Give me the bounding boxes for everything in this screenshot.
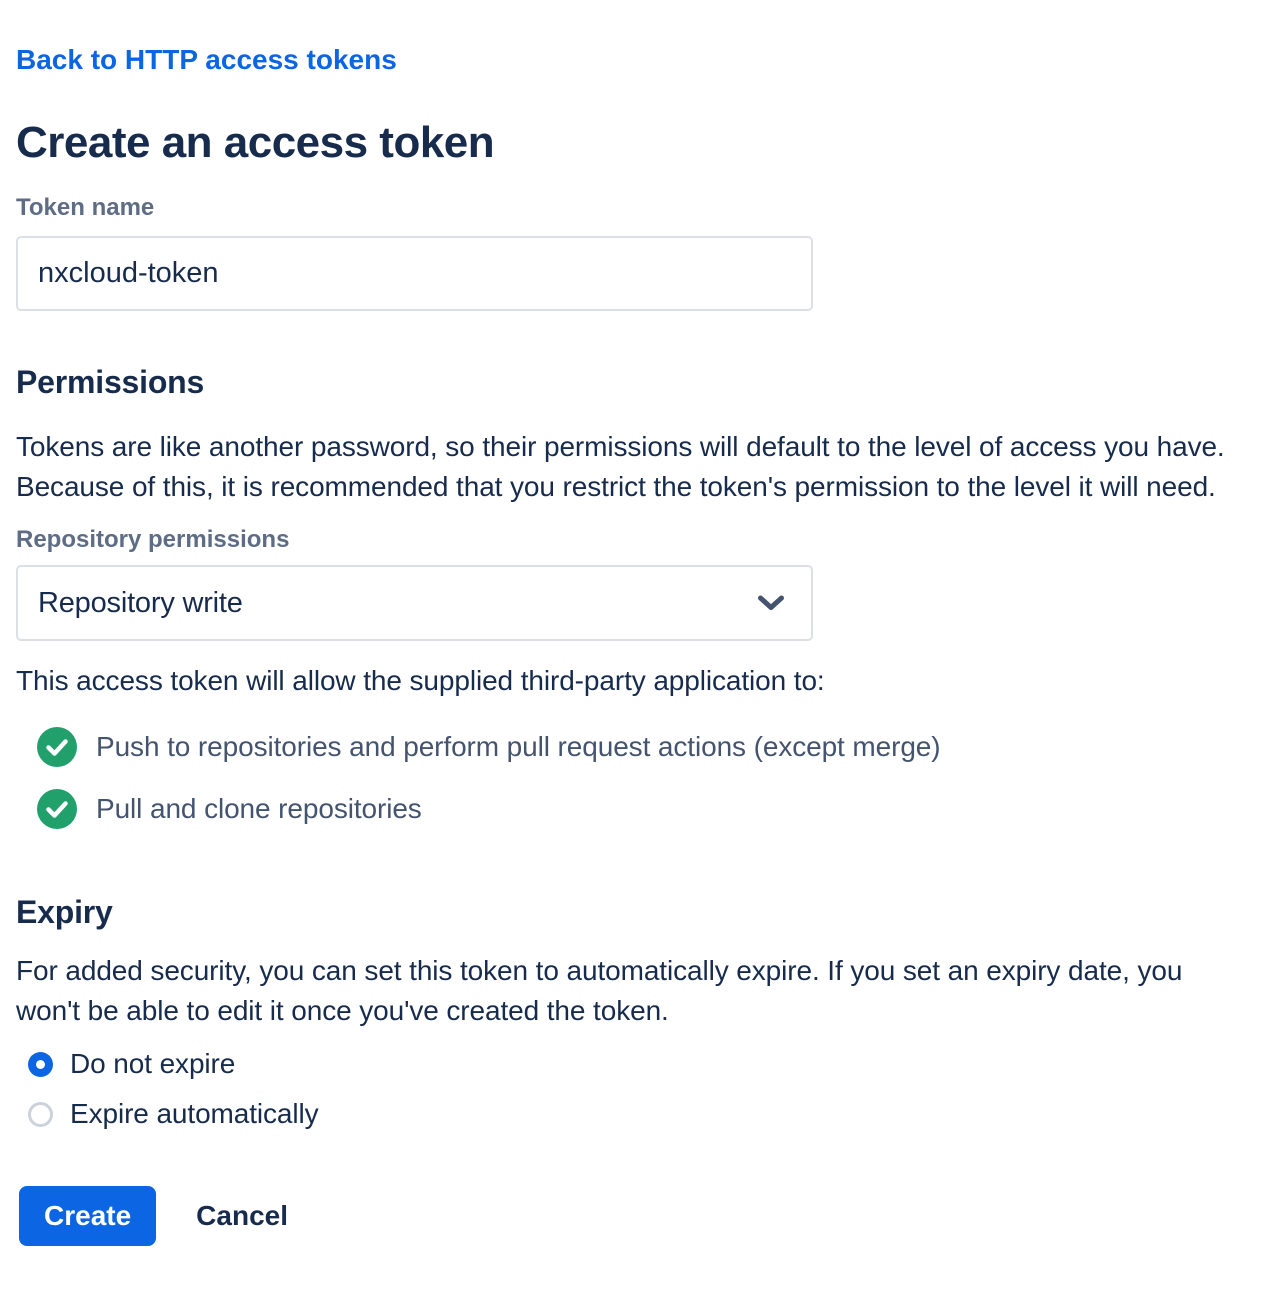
- page-title: Create an access token: [16, 118, 495, 167]
- radio-label-expire-automatically: Expire automatically: [70, 1098, 319, 1129]
- permissions-heading: Permissions: [16, 364, 205, 400]
- radio-option-expire-automatically[interactable]: [28, 1095, 1254, 1133]
- radio-label-do-not-expire: Do not expire: [70, 1048, 236, 1079]
- check-circle-icon: [37, 727, 77, 767]
- chevron-down-icon: [757, 594, 785, 612]
- expiry-description: For added security, you can set this token to automatically expire. If you set an expiry date, you won't be able to edit it once you've created the token.: [16, 955, 1183, 1026]
- token-name-label: Token name: [16, 194, 155, 221]
- capability-text-push: Push to repositories and perform pull request actions (except merge): [96, 731, 941, 762]
- permissions-description: Tokens are like another password, so their permissions will default to the level of access you have. Because of this, it is recommended that you restrict the token's permission to the level it will need.: [16, 431, 1225, 502]
- expiry-heading: Expiry: [16, 894, 113, 930]
- repository-permissions-select[interactable]: [16, 565, 813, 641]
- repository-permissions-selected-value: Repository write: [38, 586, 243, 619]
- radio-unselected-icon[interactable]: [28, 1102, 53, 1127]
- back-to-http-access-tokens-link[interactable]: Back to HTTP access tokens: [16, 44, 397, 75]
- capability-list: [16, 727, 1254, 829]
- repository-permissions-label: Repository permissions: [16, 526, 290, 553]
- capability-row-pull: [37, 789, 1254, 829]
- cancel-button[interactable]: Cancel: [196, 1200, 288, 1231]
- form-actions: [19, 1186, 1254, 1246]
- token-name-input[interactable]: [16, 236, 813, 311]
- radio-selected-icon[interactable]: [28, 1052, 53, 1077]
- check-circle-icon: [37, 789, 77, 829]
- expiry-radio-group: [16, 1045, 1254, 1133]
- create-button[interactable]: Create: [19, 1186, 156, 1246]
- capability-row-push: [37, 727, 1254, 767]
- capability-text-pull: Pull and clone repositories: [96, 793, 422, 824]
- allow-intro-text: This access token will allow the supplied third-party application to:: [16, 665, 825, 696]
- radio-option-do-not-expire[interactable]: [28, 1045, 1254, 1083]
